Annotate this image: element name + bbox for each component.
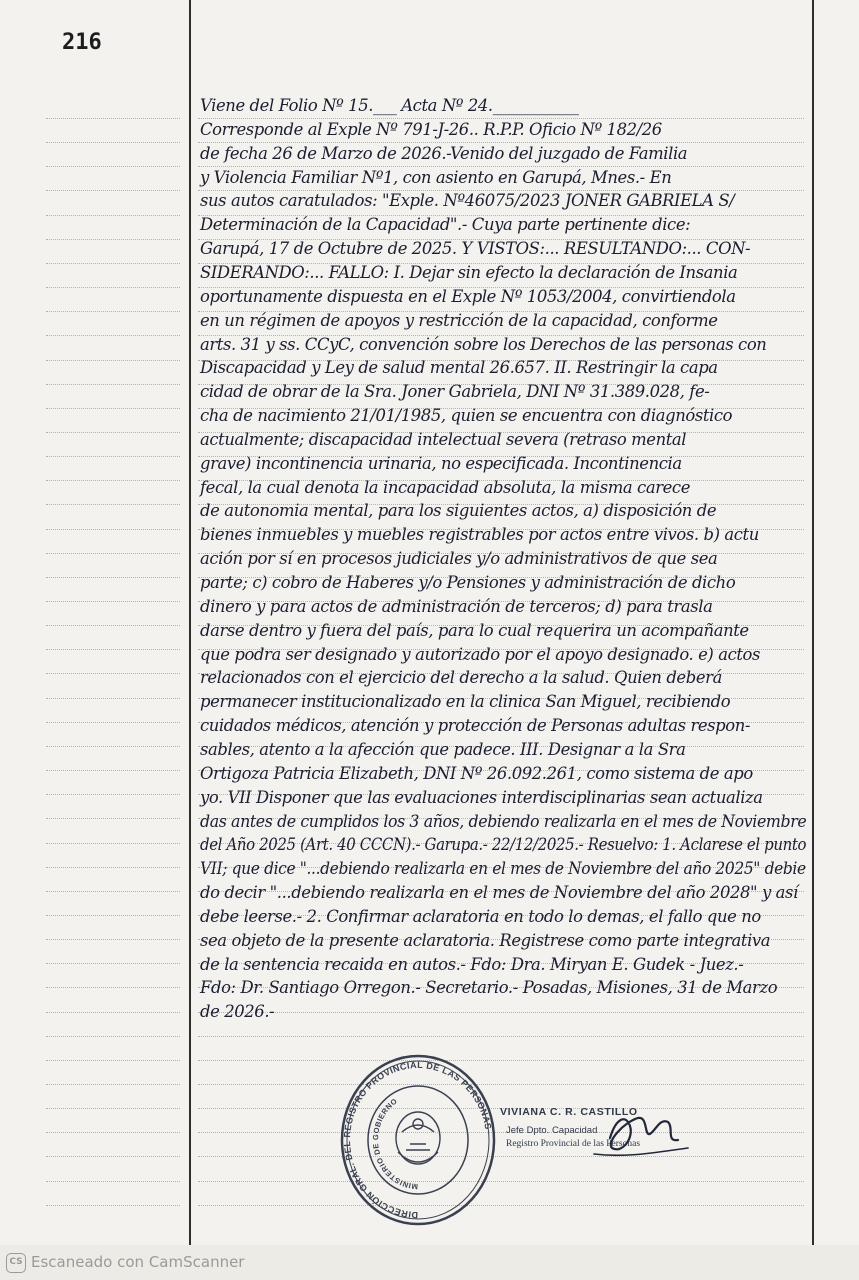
margin-ruled-line bbox=[46, 649, 180, 650]
margin-ruled-line bbox=[46, 239, 180, 240]
text-line: grave) incontinencia urinaria, no especificada. Incontinencia bbox=[200, 454, 682, 473]
text-line: oportunamente dispuesta en el Exple Nº 1053/2004, convirtiendola bbox=[200, 287, 736, 306]
margin-ruled-line bbox=[46, 818, 180, 819]
text-line: dinero y para actos de administración de terceros; d) para trasla bbox=[200, 597, 713, 616]
text-line: de la sentencia recaida en autos.- Fdo: Dra. Miryan E. Gudek - Juez.- bbox=[200, 955, 744, 974]
text-line: de 2026.- bbox=[200, 1002, 275, 1021]
margin-ruled-line bbox=[46, 432, 180, 433]
margin-ruled-line bbox=[46, 673, 180, 674]
text-line: cuidados médicos, atención y protección de Personas adultas respon- bbox=[200, 716, 751, 735]
text-line: do decir "...debiendo realizarla en el mes de Noviembre del año 2028" y así bbox=[200, 883, 798, 902]
margin-ruled-line bbox=[46, 263, 180, 264]
ruled-line bbox=[198, 1181, 804, 1182]
margin-ruled-line bbox=[46, 963, 180, 964]
text-line: parte; c) cobro de Haberes y/o Pensiones y administración de dicho bbox=[200, 573, 736, 592]
margin-ruled-line bbox=[46, 287, 180, 288]
text-line: cidad de obrar de la Sra. Joner Gabriela, DNI Nº 31.389.028, fe- bbox=[200, 382, 710, 401]
text-line: bienes inmuebles y muebles registrables por actos entre vivos. b) actu bbox=[200, 525, 759, 544]
ruled-line bbox=[198, 142, 804, 143]
margin-ruled-line bbox=[46, 770, 180, 771]
text-line: fecal, la cual denota la incapacidad absoluta, la misma carece bbox=[200, 478, 691, 497]
ruled-line bbox=[198, 1084, 804, 1085]
svg-text:DIRECCIÓN GRAL. DEL REGISTRO P bbox=[342, 1060, 493, 1220]
ruled-line bbox=[198, 1060, 804, 1061]
text-line: arts. 31 y ss. CCyC, convención sobre los Derechos de las personas con bbox=[200, 335, 767, 354]
text-line: de autonomia mental, para los siguientes actos, a) disposición de bbox=[200, 501, 717, 520]
margin-ruled-line bbox=[46, 939, 180, 940]
text-line: y Violencia Familiar Nº1, con asiento en Garupá, Mnes.- En bbox=[200, 168, 672, 187]
text-line: Determinación de la Capacidad".- Cuya parte pertinente dice: bbox=[200, 215, 691, 234]
text-line: Fdo: Dr. Santiago Orregon.- Secretario.- Posadas, Misiones, 31 de Marzo bbox=[200, 978, 778, 997]
seal-inner-text: MINISTERIO DE GOBIERNO bbox=[370, 1096, 419, 1192]
margin-ruled-line bbox=[46, 987, 180, 988]
text-line: Viene del Folio Nº 15.___ Acta Nº 24.___________ bbox=[200, 96, 579, 115]
text-line: VII; que dice "...debiendo realizarla en el mes de Noviembre del año 2025" debie bbox=[200, 859, 806, 878]
margin-ruled-line bbox=[46, 722, 180, 723]
page-number: 216 bbox=[62, 30, 102, 55]
margin-ruled-line bbox=[46, 746, 180, 747]
signature-scribble bbox=[498, 1098, 698, 1168]
margin-ruled-line bbox=[46, 408, 180, 409]
margin-ruled-line bbox=[46, 553, 180, 554]
text-line: debe leerse.- 2. Confirmar aclaratoria en todo lo demas, el fallo que no bbox=[200, 907, 761, 926]
margin-ruled-line bbox=[46, 118, 180, 119]
margin-ruled-line bbox=[46, 915, 180, 916]
text-line: das antes de cumplidos los 3 años, debiendo realizarla en el mes de Noviembre bbox=[200, 812, 807, 831]
margin-ruled-line bbox=[46, 1036, 180, 1037]
margin-ruled-line bbox=[46, 142, 180, 143]
margin-ruled-line bbox=[46, 480, 180, 481]
text-line: darse dentro y fuera del país, para lo cual requerira un acompañante bbox=[200, 621, 749, 640]
margin-ruled-line bbox=[46, 360, 180, 361]
ruled-line bbox=[198, 1012, 804, 1013]
text-line: cha de nacimiento 21/01/1985, quien se encuentra con diagnóstico bbox=[200, 406, 733, 425]
text-line: permanecer institucionalizado en la clinica San Miguel, recibiendo bbox=[200, 692, 731, 711]
seal-outer-text: DIRECCIÓN GRAL. DEL REGISTRO PROVINCIAL DE LAS PERSONAS bbox=[342, 1059, 494, 1221]
margin-ruled-line bbox=[46, 529, 180, 530]
right-margin-rule bbox=[812, 0, 814, 1245]
margin-ruled-line bbox=[46, 1181, 180, 1182]
margin-ruled-line bbox=[46, 311, 180, 312]
margin-ruled-line bbox=[46, 891, 180, 892]
text-line: yo. VII Disponer que las evaluaciones interdisciplinarias sean actualiza bbox=[200, 788, 763, 807]
stamp-office: Registro Provincial de las Personas bbox=[506, 1139, 641, 1149]
margin-ruled-line bbox=[46, 1156, 180, 1157]
margin-ruled-line bbox=[46, 794, 180, 795]
margin-ruled-line bbox=[46, 601, 180, 602]
margin-ruled-line bbox=[46, 456, 180, 457]
text-line: Discapacidad y Ley de salud mental 26.657. II. Restringir la capa bbox=[200, 358, 718, 377]
scanner-watermark: Escaneado con CamScanner bbox=[31, 1253, 245, 1271]
text-line: Garupá, 17 de Octubre de 2025. Y VISTOS:... RESULTANDO:... CON- bbox=[200, 239, 751, 258]
margin-ruled-line bbox=[46, 1132, 180, 1133]
text-line: de fecha 26 de Marzo de 2026.-Venido del juzgado de Familia bbox=[200, 144, 688, 163]
text-line: relacionados con el ejercicio del derecho a la salud. Quien deberá bbox=[200, 668, 722, 687]
margin-ruled-line bbox=[46, 1012, 180, 1013]
margin-ruled-line bbox=[46, 215, 180, 216]
margin-ruled-line bbox=[46, 698, 180, 699]
text-line: actualmente; discapacidad intelectual severa (retraso mental bbox=[200, 430, 687, 449]
signature-stamp bbox=[498, 1098, 698, 1168]
margin-ruled-line bbox=[46, 625, 180, 626]
text-line: en un régimen de apoyos y restricción de la capacidad, conforme bbox=[200, 311, 718, 330]
left-margin-rule bbox=[189, 0, 191, 1245]
text-line: sea objeto de la presente aclaratoria. Registrese como parte integrativa bbox=[200, 931, 771, 950]
margin-ruled-line bbox=[46, 190, 180, 191]
margin-ruled-line bbox=[46, 1205, 180, 1206]
margin-ruled-line bbox=[46, 577, 180, 578]
margin-ruled-line bbox=[46, 867, 180, 868]
ruled-line bbox=[198, 166, 804, 167]
text-line: que podra ser designado y autorizado por el apoyo designado. e) actos bbox=[200, 645, 761, 664]
margin-ruled-line bbox=[46, 1108, 180, 1109]
stamp-name: VIVIANA C. R. CASTILLO bbox=[500, 1106, 638, 1118]
margin-ruled-line bbox=[46, 166, 180, 167]
ruled-line bbox=[198, 118, 804, 119]
text-line: Ortigoza Patricia Elizabeth, DNI Nº 26.092.261, como sistema de apo bbox=[200, 764, 753, 783]
ruled-line bbox=[198, 1205, 804, 1206]
margin-ruled-line bbox=[46, 1060, 180, 1061]
text-line: Corresponde al Exple Nº 791-J-26.. R.P.P. Oficio Nº 182/26 bbox=[200, 120, 662, 139]
scanner-footer bbox=[0, 1245, 859, 1280]
stamp-title: Jefe Dpto. Capacidad bbox=[506, 1125, 598, 1136]
margin-ruled-line bbox=[46, 843, 180, 844]
margin-ruled-line bbox=[46, 384, 180, 385]
text-line: ación por sí en procesos judiciales y/o administrativos de que sea bbox=[200, 549, 718, 568]
text-line: sables, atento a la afección que padece. III. Designar a la Sra bbox=[200, 740, 686, 759]
margin-ruled-line bbox=[46, 1084, 180, 1085]
text-line: SIDERANDO:... FALLO: I. Dejar sin efecto la declaración de Insania bbox=[200, 263, 738, 282]
seal-emblem-icon bbox=[396, 1112, 440, 1164]
margin-ruled-line bbox=[46, 504, 180, 505]
camscanner-logo-icon: CS bbox=[6, 1253, 26, 1273]
text-line: sus autos caratulados: "Exple. Nº46075/2023 JONER GABRIELA S/ bbox=[200, 191, 735, 210]
margin-ruled-line bbox=[46, 335, 180, 336]
ruled-line bbox=[198, 1036, 804, 1037]
text-line: del Año 2025 (Art. 40 CCCN).- Garupa.- 22/12/2025.- Resuelvo: 1. Aclarese el punto bbox=[200, 835, 807, 854]
official-seal bbox=[338, 1052, 498, 1230]
